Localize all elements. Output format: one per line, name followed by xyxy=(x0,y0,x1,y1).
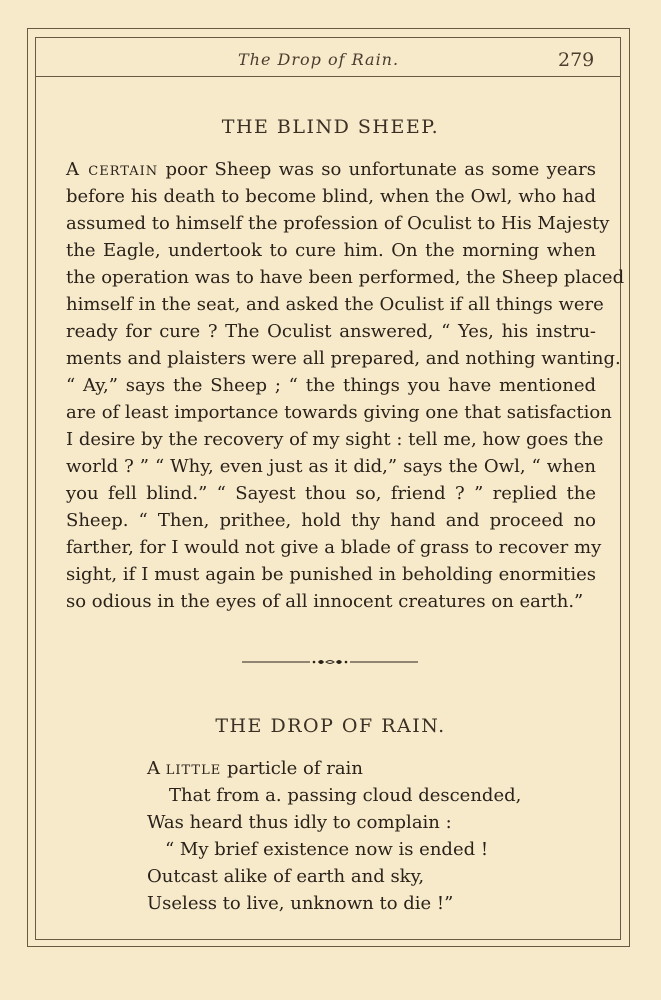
poem-title: THE DROP OF RAIN. xyxy=(215,715,446,737)
story-line: you fell blind.” “ Sayest thou so, friend ? ” replied the xyxy=(66,483,596,504)
story-line-text: poor Sheep was so unfortunate as some years xyxy=(158,159,596,180)
story-line: are of least importance towards giving one that satisfaction xyxy=(66,402,612,423)
page-number: 279 xyxy=(558,49,595,71)
section-divider-ornament xyxy=(242,656,418,668)
poem-line-text: particle of rain xyxy=(221,758,363,779)
header-rule xyxy=(36,76,620,77)
story-line: sight, if I must again be punished in beholding enormities xyxy=(66,564,596,585)
story-line: “ Ay,” says the Sheep ; “ the things you have mentioned xyxy=(66,375,596,396)
story-line: world ? ” “ Why, even just as it did,” says the Owl, “ when xyxy=(66,456,596,477)
story-line: Sheep. “ Then, prithee, hold thy hand and proceed no xyxy=(66,510,596,531)
story-lead-smallcaps: A certain xyxy=(66,159,159,180)
running-head: The Drop of Rain. xyxy=(238,50,400,69)
story-line: ready for cure ? The Oculist answered, “ Yes, his instru- xyxy=(66,321,596,342)
story-line: I desire by the recovery of my sight : tell me, how goes the xyxy=(66,429,604,450)
poem-lead-word: A xyxy=(147,758,160,779)
story-line: the Eagle, undertook to cure him. On the morning when xyxy=(66,240,596,261)
story-line: the operation was to have been performed, the Sheep placed xyxy=(66,267,625,288)
story-line: ments and plaisters were all prepared, and nothing wanting. xyxy=(66,348,621,369)
story-line: before his death to become blind, when the Owl, who had xyxy=(66,186,596,207)
poem-line: “ My brief existence now is ended ! xyxy=(165,839,489,860)
story-line xyxy=(66,156,596,183)
poem-lead-smallcaps: little xyxy=(165,758,222,779)
story-line: himself in the seat, and asked the Oculist if all things were xyxy=(66,294,604,315)
story-line: assumed to himself the profession of Oculist to His Majesty xyxy=(66,213,610,234)
story-line: farther, for I would not give a blade of grass to recover my xyxy=(66,537,602,558)
story-title: THE BLIND SHEEP. xyxy=(221,116,440,138)
poem-line: Useless to live, unknown to die !” xyxy=(147,893,454,914)
poem-line: Outcast alike of earth and sky, xyxy=(147,866,425,887)
poem-body xyxy=(147,755,521,917)
poem-line: That from a. passing cloud descended, xyxy=(169,785,522,806)
poem-line xyxy=(147,755,521,782)
story-line: so odious in the eyes of all innocent creatures on earth.” xyxy=(66,591,584,612)
story-body xyxy=(66,156,625,615)
poem-line: Was heard thus idly to complain : xyxy=(147,812,452,833)
